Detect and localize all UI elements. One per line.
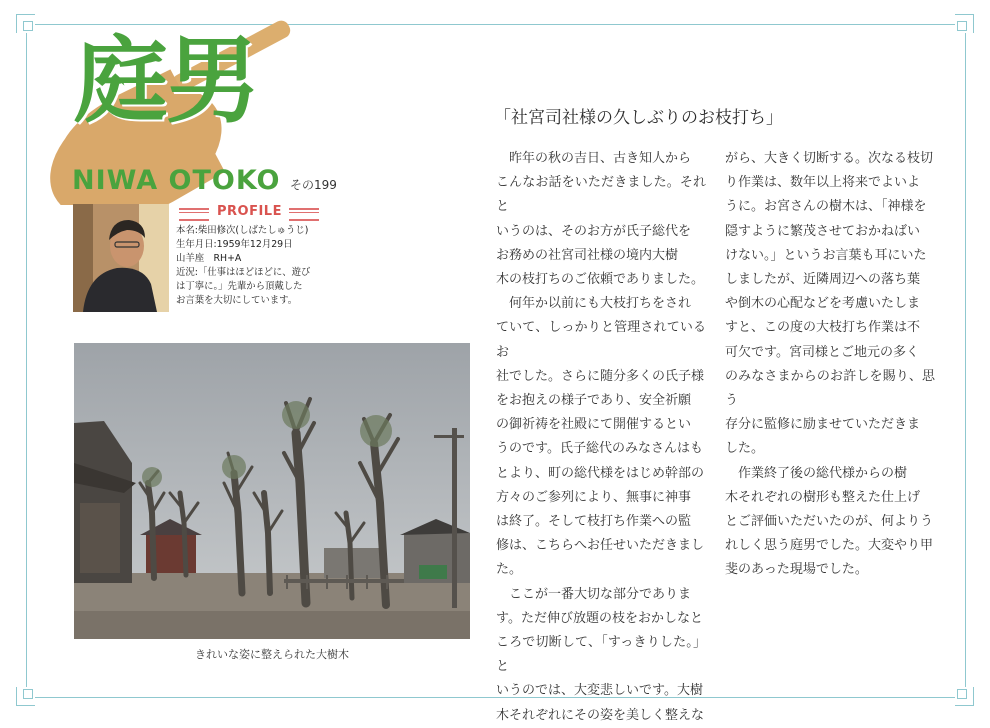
text-line: 作業終了後の総代様からの樹 <box>738 465 908 481</box>
profile-line: 山羊座 RH+A <box>176 253 242 264</box>
profile-line: は丁寧に。」先輩から頂戴した <box>176 281 303 292</box>
shrine-trees-photo <box>74 343 470 639</box>
text-line: がら、大きく切断する。次なる枝切 <box>725 151 934 166</box>
text-line: は終了。そして枝打ち作業への監 <box>496 514 692 530</box>
profile-line: お言葉を大切にしています。 <box>176 295 298 306</box>
text-line: ころで切断して、「すっきりした。」と <box>496 635 706 675</box>
logo-title: 庭男 <box>74 26 259 136</box>
text-line: ここが一番大切な部分でありま <box>509 586 692 602</box>
text-line: 木それぞれにその姿を美しく整えな <box>496 707 705 723</box>
text-line: の御祈祷を社殿にて開催するとい <box>496 417 692 433</box>
text-line: す。ただ伸び放題の枝をおかしなと <box>496 610 703 626</box>
text-line: り作業は、数年以上将来でよいよ <box>725 175 921 191</box>
text-line: 修は、こちらへお任せいただきまし <box>496 538 705 554</box>
text-line: いうのは、そのお方が氏子総代を <box>496 223 692 239</box>
text-line: 昨年の秋の吉日、古き知人から <box>509 151 692 166</box>
text-line: いうのでは、大変悲しいです。大樹 <box>496 683 703 699</box>
text-line: 可欠です。宮司様とご地元の多く <box>725 344 919 360</box>
text-line: 隠すように繁茂させておかねばい <box>725 223 921 239</box>
photo-caption: きれいな姿に整えられた大樹木 <box>195 648 349 661</box>
text-line: ていて、しっかりと管理されているお <box>496 320 706 360</box>
text-line: 方々のご参列により、無事に神事 <box>496 489 692 505</box>
text-line: 存分に監修に励ませていただきま <box>725 417 921 433</box>
article-column-1 <box>496 147 706 728</box>
text-line: 木の枝打ちのご依頼でありました。 <box>496 272 705 288</box>
issue-number: その199 <box>290 178 337 192</box>
article-column-2 <box>725 147 935 583</box>
article-title: 「社宮司社様の久しぶりのお枝打ち」 <box>494 108 783 128</box>
profile-line: 本名:柴田修次(しばたしゅうじ) <box>176 225 309 236</box>
profile-heading-text: PROFILE <box>217 204 282 219</box>
text-line: た。 <box>496 562 523 578</box>
corner-ornament <box>955 687 974 706</box>
profile-photo <box>73 204 169 312</box>
profile-text <box>176 224 336 308</box>
text-line: れしく思う庭男でした。大変やり甲 <box>725 538 934 554</box>
text-line: うのです。氏子総代のみなさんはも <box>496 441 703 457</box>
text-line: こんなお話をいただきました。それと <box>496 175 706 215</box>
profile-line: 近況:「仕事はほどほどに、遊び <box>176 267 311 278</box>
text-line: や倒木の心配などを考慮いたしま <box>725 296 921 312</box>
text-line: うに。お宮さんの樹木は、「神様を <box>725 199 927 215</box>
text-line: をお抱えの様子であり、安全祈願 <box>496 393 692 409</box>
corner-ornament <box>16 687 35 706</box>
profile-heading-decoration <box>289 208 319 221</box>
text-line: お務めの社宮司社様の境内大樹 <box>496 247 679 263</box>
text-line: とご評価いただいたのが、何よりう <box>725 514 934 530</box>
text-line: 斐のあった現場でした。 <box>725 562 868 578</box>
text-line: 木それぞれの樹形も整えた仕上げ <box>725 489 921 505</box>
profile-heading-decoration <box>179 208 209 221</box>
text-line: 何年か以前にも大枝打ちをされ <box>509 296 692 312</box>
corner-ornament <box>955 14 974 33</box>
text-line: けない。」というお言葉も耳にいた <box>725 247 927 263</box>
text-line: すと、この度の大枝打ち作業は不 <box>725 320 921 336</box>
text-line: 社でした。さらに随分多くの氏子様 <box>496 368 705 384</box>
text-line: のみなさまからのお許しを賜り、思う <box>725 368 935 409</box>
logo-subtitle: NIWA OTOKO <box>72 165 281 196</box>
text-line: とより、町の総代様をはじめ幹部の <box>496 465 705 481</box>
text-line: した。 <box>725 441 765 457</box>
profile-line: 生年月日:1959年12月29日 <box>176 239 293 250</box>
profile-heading <box>179 204 319 222</box>
text-line: しましたが、近隣周辺への落ち葉 <box>725 272 921 288</box>
